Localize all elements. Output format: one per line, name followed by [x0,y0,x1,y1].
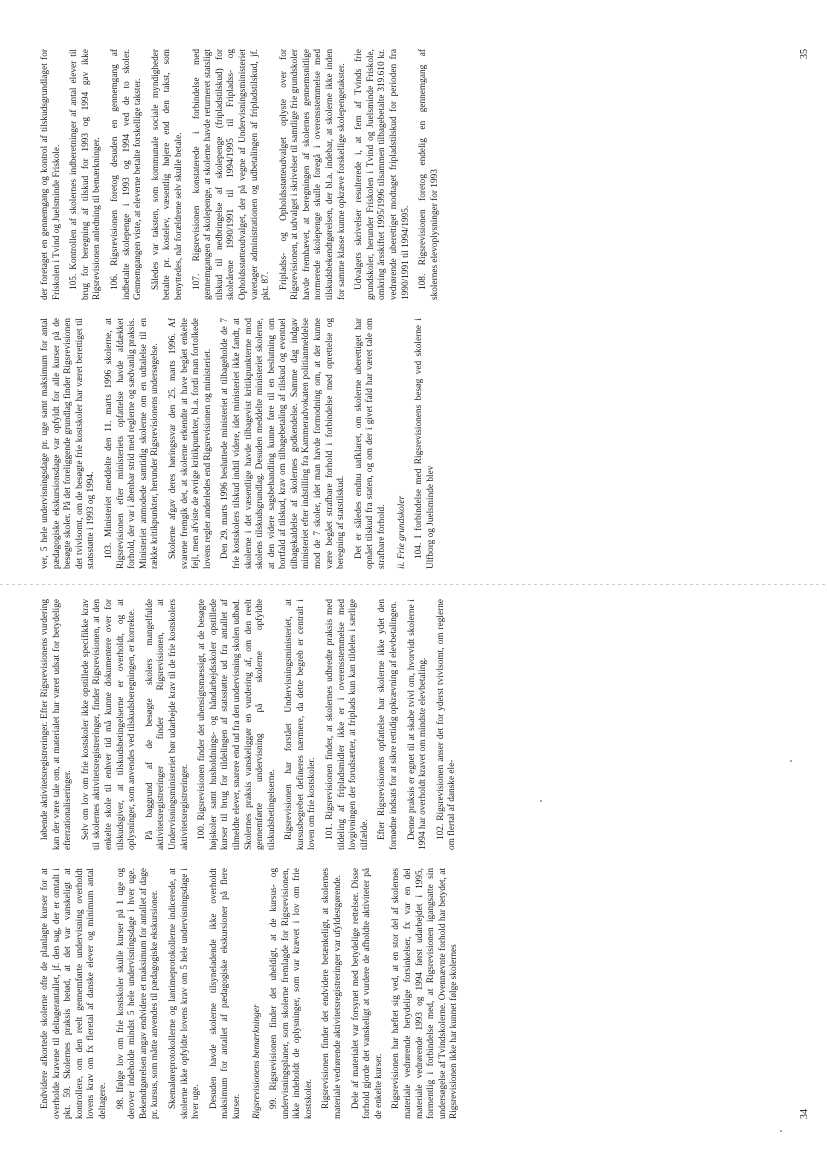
paragraph: Rigsrevisionen finder det endvidere betænkeligt, at skolernes materiale vedrørende aktivitetsregistreringer var ufyldestgørende. [321,868,344,1119]
paragraph: Fripladss- og Opholdsstøtteudvalget oplyste over for Rigsrevisionen, at udvalget i skrivelser til samtlige frie grundskoler havde fremhævet, at beregningen af skolernes gennemsnitlige normerede skolepenge skulle foregå i overensstemmelse med tilskudsbekendtgørelsen, der bl.a. indebar, at skolerne ikke inden for samme klasse kunne opkræve forskellige skolepengetakster. [278,49,347,300]
paragraph: På baggrund af de besøgte skolers mangelfulde aktivitetsregistreringer finder Rigsrevisionen, at Undervisningsministeriet bør udarbejde krav til de frie kostskolers aktivitetsregistreringer. [144,599,190,850]
paragraph: 104. I forbindelse med Rigsrevisionens besøg ved skolerne i Ulfborg og Juelsminde blev [414,318,436,569]
paragraph: 98. Ifølge lov om frie kostskoler skulle kurser på 1 uge og derover indeholde mindst 5 hele undervisningsdage i hver uge. Bekendtgørelsen angav endvidere et maksimum for antallet af dage pr. kursus, som måtte anvendes til pædagogiske ekskursioner. [115,868,161,1119]
right-page-column-2 [40,49,780,300]
paragraph: løbende aktivitetsregistreringer. Efter Rigsrevisionens vurdering kan der være tale om, at materialet har været udsat for betydelige efterrationaliseringer. [40,599,74,850]
scan-speck [780,1130,782,1132]
left-page-column-1 [40,868,780,1119]
paragraph: Skolerne afgav deres høringssvar den 25. marts 1996. Af svarene fremgik det, at skolerne erkendte at have begået enkelte fejl, men afviste de øvrige kritikpunkter, bl.a. fordi man fortolkede lovens regler anderledes end Rigsrevisionen og ministeriet. [167,318,213,569]
paragraph: Denne praksis er egnet til at skabe tvivl om, hvorvidt skolerne i 1994 har overholdt kravet om mindste elevbetaling. [406,599,429,850]
section-heading: ii. Frie grundskoler [396,495,407,569]
paragraph: ver, 5 hele undervisningsdage pr. uge samt maksimum for antal pædagogiske ekskursionsdage var opfyldt for alle kurser på de besøgte skoler. På det foreliggende grundlag finder Rigsrevisionen det tvivlsomt, om de besøgte frie kostskoler har været berettiget til statsstøtte i 1993 og 1994. [40,318,97,569]
paragraph: 106. Rigsrevisionen foretog desuden en gennemgang af indbetalte skolepenge i 1993 og 1994 ved de to skoler. Gennemgangen viste, at eleverne betalte forskellige takster. [109,49,144,300]
paragraph: 108. Rigsrevisionen foretog endelig en gennemgang af skolernes elevoplysninger for 1993 [418,49,440,300]
paragraph: Rigsrevisionen har forstået Undervisningsministeriet, at kursusbegrebet defineres nærmere, da dette begreb er centralt i loven om frie kostskoler. [284,599,318,850]
paragraph: 103. Ministeriet meddelte den 11. marts 1996 skolerne, at Rigsrevisionen efter ministeriets opfattelse havde afdækket forhold, der var i åbenbar strid med reglerne og sædvanlig praksis. Ministeriet anmodede samtidig skolerne om en udtalelse til en række kritikpunkter, herunder Rigsrevisionens undersøgelse. [103,318,161,569]
paragraph: Det er således endnu uafklaret, om skolerne uberettiget har opnået tilskud fra staten, og om der i givet fald har været tale om strafbare forhold. [353,318,388,569]
paragraph: Skemaløreprotokollerne og lantimeprotokollerne indicerede, at skolerne ikke opfyldte lovens krav om 5 hele undervisningsdage i hver uge. [167,868,202,1119]
paragraph: 100. Rigsrevisionen finder det uhensigtsmæssigt, at de besøgte højskoler samt husholdnings- og håndarbejdsskoler opstillede kurser til brug for tildelingen af statsstøtte ud fra antallet af tilmeldte elever, snarere end ud fra den undervisning skolen udbød. Skolernes praksis vanskeliggør en vurdering af, om den reelt gennemførte undervisning på skolerne opfyldte tilskudsbetingelserne. [197,599,277,850]
page-number-left: 34 [799,1109,810,1119]
page-number-right: 35 [799,49,810,59]
paragraph: Endvidere afkortede skolerne ofte de planlagte kurser for at overholde kravene til deltagerantallet, jf. den sag, der er omtalt i pkt. 59. Skolernes praksis betød, at det var vanskeligt at kontrollere, om den reelt gennemførte undervisning overholdt lovens krav om fx fleretal af danske elever og minimum antal deltagere. [40,868,108,1119]
paragraph: Efter Rigsrevisionens opfattelse har skolerne ikke ydet den fornødne indsats for at sikre rettidig opkrævning af elevbetalingen. [377,599,400,850]
paragraph: Således var taksten, som kommunale sociale myndigheder betalte pr. kostelev, væsentlig højere end den takst, som benyttedes, når forældrene selv skulle betale. [150,49,184,300]
paragraph: Dele af materialet var forsynet med betydelige rettelser. Disse forhold gjorde det vanskeligt at vurdere de afholdte aktiviteter på de enkelte kurser. [350,868,384,1119]
left-page-column-2 [40,599,780,850]
paragraph: Den 29. marts 1996 besluttede ministeriet at tilbageholde de 7 frie kostskolers tilskud indtil videre, idet ministeriet ikke fandt, at skolerne i det væsentlige havde tilbagevist kritikpunkterne mod skolens tilskudsgrundlag. Desuden meddelte ministeriet skolerne, at den videre sagsbehandling kunne føre til en beslutning om bortfald af tilskud, krav om tilbagebetaling af tilskud og eventuel tilbagekaldelse af skolernes godkendelse. Samme dag indgav ministeriet efter indstilling fra Kammeradvokaten politianmeldelse mod de 7 skoler, idet man havde formodning om, at der kunne være begået strafbare forhold i forbindelse med oprettelse og beregning af statstilskud. [220,318,347,569]
paragraph: Desuden havde skolerne tilsyneladende ikke overholdt maksimum for antallet af pædagogiske ekskursioner på flere kurser. [208,868,242,1119]
paragraph: 107. Rigsrevisionen konstaterede i forbindelse med gennemgangen af skolepenge, at skolerne havde returneret statsligt tilskud til nedbringelse af skolepenge (fripladstilskud) for skoleårene 1990/1991 til 1994/1995 til Fripladss- og Opholdsstøtteudvalget, der på vegne af Undervisningsministeriet varetager administrationen og udbetalingen af fripladstilskud, jf. pkt. 87. [191,49,272,300]
paragraph: 105. Kontrollen af skolernes indberetninger af antal elever til brug for beregning af tilskud for 1993 og 1994 gav ikke Rigsrevisionen anledning til bemærkninger. [69,49,103,300]
paragraph: 99. Rigsrevisionen finder det uheldigt, at de kursus- og undervisningsplaner, som skolerne fremlagde for Rigsrevisionen, ikke indeholdt de oplysninger, som var krævet i lov om frie kostskoler. [269,868,314,1119]
right-page-column-1 [40,318,780,569]
scan-speck [540,800,542,802]
section-heading: Rigsrevisionens bemærkninger [251,1004,262,1119]
right-page [40,49,810,569]
paragraph: 102. Rigsrevisionen anser det for yderst tvivlsomt, om reglerne om flertal af danske ele- [435,599,458,850]
page-fold [0,584,827,585]
paragraph: Udvalgets skrivelser resulterede i, at fem af Tvinds frie grundskoler, herunder Friskolen i Tvind og Juelsminde Friskole, omkring årsskiftet 1995/1996 tilsammen tilbagebetalte 319.610 kr. vedrørende uberettiget modtaget fripladstilskud for perioden fra 1990/1991 til 1994/1995. [354,49,411,300]
paragraph: Selv om lov om frie kostskoler ikke opstillede specifikke krav til skolernes aktivitetsregistreringer, finder Rigsrevisionen, at den enkelte skole til enhver tid må kunne dokumentere over for tilskudsgiver, at tilskudsbetingelserne er overholdt, og at oplysninger, som anvendes ved tilskudsberegningen, er korrekte. [80,599,138,850]
paragraph: 101. Rigsrevisionen finder, at skolernes udbredte praksis med tildeling af fripladsmidler ikke er i overensstemmelse med lovgivningen der forudsætter, at friplads kun kan tildeles i særlige tilfælde. [325,599,370,850]
left-page [40,599,810,1119]
paragraph: der foretaget en gennemgang og kontrol af tilskudsgrundlaget for Friskolen i Tvind og Juelsminde Friskole. [40,49,62,300]
scan-speck [790,760,792,762]
paragraph: Rigsrevisionen har hæftet sig ved, at en stor del af skolernes materiale vedrørende betydelige forsinkelser, fx var en del materiale vedrørende 1993 og 1994 først udarbejdet i 1995, formentlig i forbindelse med, at Rigsrevisionen igangsatte sin undersøgelse af Tvindskolerne. Ovennævnte forhold har betydet, at Rigsrevisionen ikke har kunnet følge skolernes [391,868,460,1119]
